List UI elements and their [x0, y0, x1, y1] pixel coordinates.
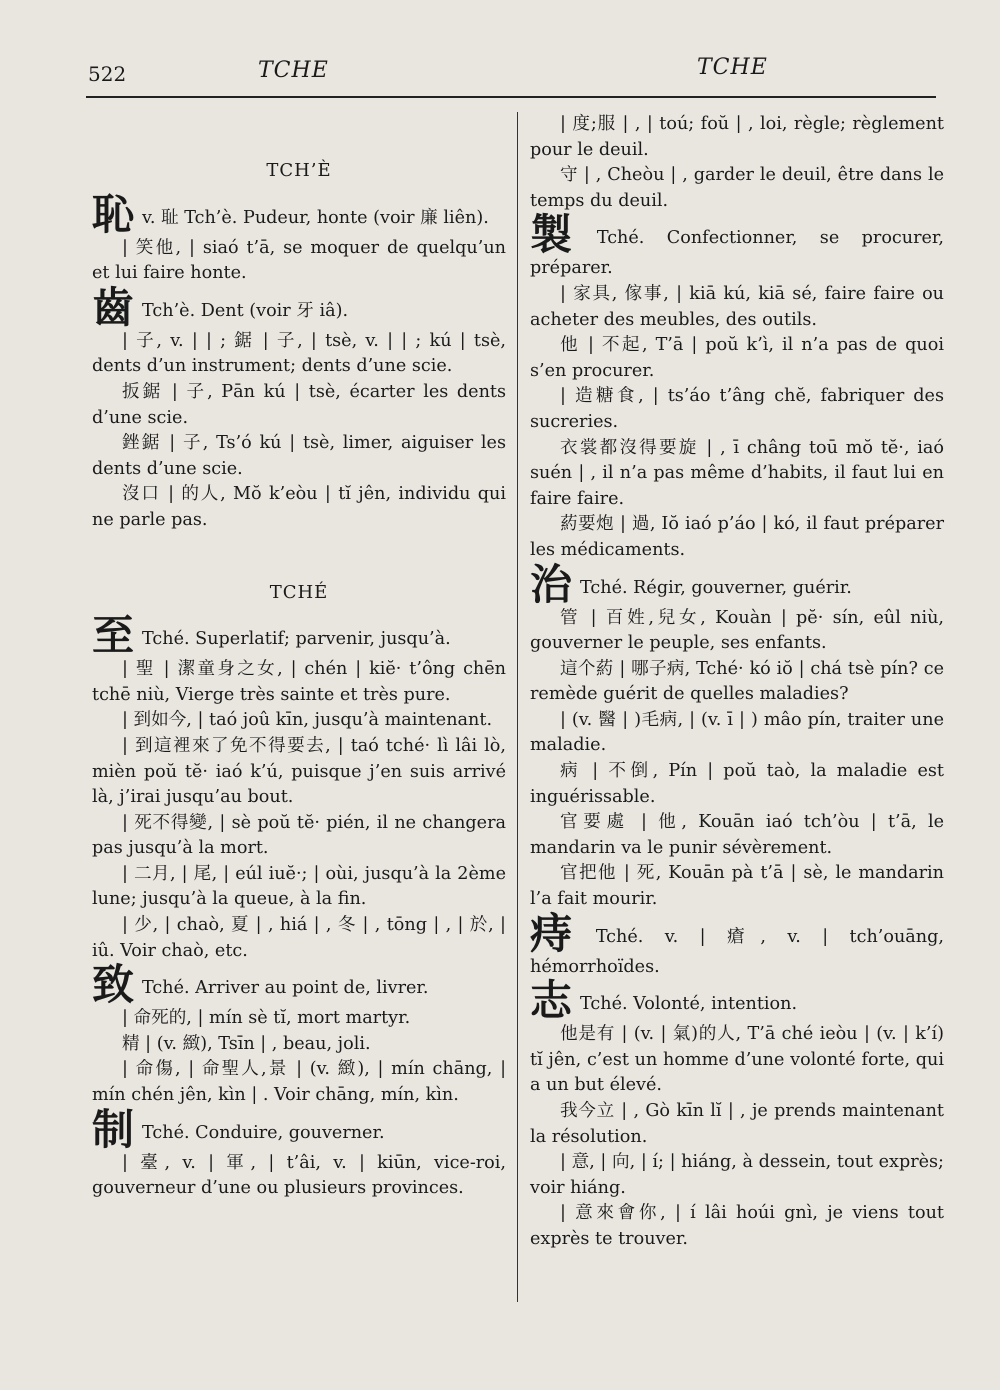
entry-example: 葯要炮 | 過, Iŏ iaó p’áo | kó, il faut préparer les médicaments.	[530, 514, 944, 560]
entry-example: | 意來會你, | í lâi hoúi gnì, je viens tout exprès te trouver.	[530, 1203, 944, 1249]
entry-example: | 到這裡來了免不得要去, | taó tché· lì lâi lò, mièn poŭ tĕ· iaó k’ú, puisque j’en suis arrivé là, j’irai jusqu’au bout.	[92, 735, 506, 808]
entry-example: 管 | 百姓,兒女, Kouàn | pĕ· sín, eûl niù, gouverner le peuple, ses enfants.	[530, 607, 944, 654]
entry-headword: 制	[92, 1104, 135, 1154]
entry-example: 守 | , Cheòu | , garder le deuil, être dans le temps du deuil.	[530, 165, 944, 211]
entry	[92, 611, 506, 661]
running-head-right: TCHE	[697, 55, 768, 80]
entry-example: 病 | 不倒, Pín | poŭ taò, la maladie est inguérissable.	[530, 761, 944, 807]
entry-example: | 意, | 向, | í; | hiáng, à dessein, tout exprès; voir hiáng.	[530, 1152, 944, 1198]
entry	[530, 559, 944, 609]
entry-example: 我今立 | , Gò kīn lĭ | , je prends maintenant la résolution.	[530, 1101, 944, 1147]
column-divider	[517, 112, 518, 1302]
entry	[92, 1104, 506, 1154]
entry	[92, 960, 506, 1010]
entry-definition: Tché. Confectionner, se procurer, préparer.	[530, 228, 944, 279]
entry	[530, 210, 944, 282]
entry-example: | 聖 | 潔童身之女, | chén | kiĕ· t’ông chēn tchē niù, Vierge très sainte et très pure.	[92, 659, 506, 705]
entry-definition: Tché. Superlatif; parvenir, jusqu’à.	[142, 629, 451, 650]
entry-headword: 製	[530, 210, 589, 260]
page-number: 522	[88, 62, 127, 86]
entry-example: 這个葯 | 哪子病, Tché· kó iŏ | chá tsè pín? ce remède guérit de quelles maladies?	[530, 658, 944, 705]
right-column	[530, 112, 944, 1253]
header-rule	[86, 96, 936, 98]
entry-example: | 少, | chaò, 夏 | , hiá | , 冬 | , tōng | , | 於, | iû. Voir chaò, etc.	[92, 915, 506, 961]
entry-headword: 致	[92, 960, 135, 1010]
entry-headword: 痔	[530, 908, 588, 958]
entry-example: 沒口 | 的人, Mŏ k’eòu | tĭ jên, individu qui ne parle pas.	[92, 484, 506, 530]
entry-definition: v. 耻 Tch’è. Pudeur, honte (voir 廉 liên).	[142, 207, 489, 228]
entry-definition: Tch’è. Dent (voir 牙 iâ).	[142, 300, 349, 321]
entry-definition: Tché. Arriver au point de, livrer.	[142, 978, 429, 999]
entry-example: 精 | (v. 緻), Tsīn | , beau, joli.	[122, 1033, 371, 1054]
entry	[530, 908, 944, 981]
entry-example: | (v. 醫 | )毛病, | (v. ī | ) mâo pín, traiter une maladie.	[530, 709, 944, 756]
entry-example: | 命傷, | 命聖人,景 | (v. 緻), | mín chāng, | mín chén jên, kìn | . Voir chāng, mín, kìn.	[92, 1059, 506, 1106]
entry-example: | 造糖食, | ts’áo t’âng chĕ, fabriquer des sucreries.	[530, 386, 944, 432]
entry-headword: 志	[530, 976, 573, 1026]
entry	[92, 189, 506, 239]
entry-example: | 臺, v. | 軍, | t’âi, v. | kiūn, vice-roi, gouverneur d’une ou plusieurs provinces.	[92, 1152, 506, 1199]
entry-definition: Tché. Volonté, intention.	[580, 994, 798, 1015]
entry-definition: Tché. Conduire, gouverner.	[142, 1122, 385, 1143]
entry-example: | 家具, 傢事, | kiā kú, kiā sé, faire faire ou acheter des meubles, des outils.	[530, 283, 944, 330]
entry-example: | 到如今, | taó joû kīn, jusqu’à maintenant.	[122, 710, 493, 731]
section-heading: TCH’È	[266, 160, 332, 181]
entry-example: 扳鋸 | 子, Pān kú | tsè, écarter les dents d’une scie.	[92, 381, 506, 428]
entry	[530, 976, 944, 1026]
entry-example: | 死不得變, | sè poŭ tĕ· pién, il ne changera pas jusqu’à la mort.	[92, 812, 506, 859]
entry-headword: 齒	[92, 282, 135, 332]
entry-example: 銼鋸 | 子, Ts’ó kú | tsè, limer, aiguiser les dents d’une scie.	[92, 433, 506, 479]
section-heading: TCHÉ	[269, 581, 329, 603]
running-head-left: TCHE	[258, 58, 329, 83]
entry-headword: 治	[530, 559, 573, 609]
entry-example: 衣裳都沒得要旋 | , ī châng toū mŏ tĕ·, iaó suén | , il n’a pas même d’habits, il faut lui en faire faire.	[530, 437, 944, 509]
entry-definition: Tché. Régir, gouverner, guérir.	[580, 577, 852, 598]
entry-example: 他 | 不起, T’ā | poŭ k’ì, il n’a pas de quoi s’en procurer.	[530, 335, 944, 381]
entry	[92, 282, 506, 332]
left-column	[92, 112, 506, 1202]
entry-headword: 至	[92, 611, 135, 661]
entry-headword: 恥	[92, 189, 135, 239]
entry-example: | 二月, | 尾, | eúl iuĕ·; | oùi, jusqu’à la 2ème lune; jusqu’à la queue, à la fin.	[92, 863, 506, 910]
entry-definition: Tché. v. | 瘡, v. | tch’ouāng, hémorrhoïdes.	[530, 926, 944, 977]
entry-example: 官要處 | 他, Kouān iaó tch’òu | t’ā, le mandarin va le punir sévèrement.	[530, 812, 944, 858]
entry-example: | 命死的, | mín sè tĭ, mort martyr.	[122, 1008, 411, 1029]
entry-example: | 笑他, | siaó t’ā, se moquer de quelqu’un et lui faire honte.	[92, 237, 506, 284]
entry-example: 他是有 | (v. | 氣)的人, T’ā ché ieòu | (v. | k’í) tĭ jên, c’est un homme d’une volonté forte, qui a un but élevé.	[530, 1024, 944, 1096]
entry-example: 官把他 | 死, Kouān pà t’ā | sè, le mandarin l’a fait mourir.	[530, 863, 944, 910]
entry-example: | 子, v. | | ; 鋸 | 子, | tsè, v. | | ; kú | tsè, dents d’un instrument; dents d’une scie.	[92, 330, 506, 377]
entry-example: | 度;服 | , | toú; foŭ | , loi, règle; règlement pour le deuil.	[530, 114, 944, 160]
